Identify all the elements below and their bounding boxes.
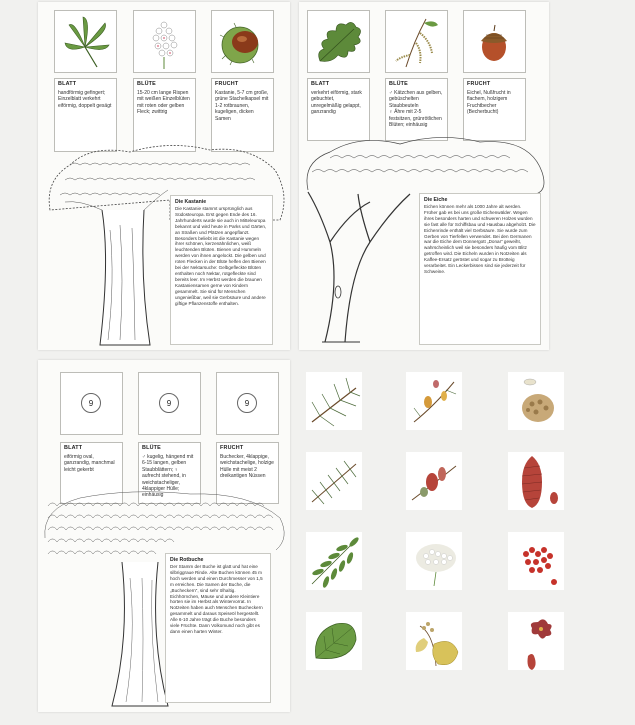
tile-beech-leaf-placeholder: [60, 372, 123, 435]
picture-tile-pine-cone-seed[interactable]: [508, 372, 564, 430]
card-heading: FRUCHT: [467, 81, 491, 87]
card-text: Buchecker, 4klappige, weichstachelige, holzige Hülle mit meist 2 dreikantigen Nüssen: [220, 454, 274, 480]
card-text-male: ♂ Kätzchen aus gelben, gebüschelten Staubbeuteln: [389, 90, 443, 109]
tile-chestnut-fruit: [211, 10, 274, 73]
tile-number: 9: [237, 393, 257, 413]
catkin-icon: [386, 11, 447, 72]
tile-number: 9: [81, 393, 101, 413]
pine-needles-icon: [306, 372, 362, 430]
card-text: Eichel, Nußfrucht in flachem, holzigem Fruchtbecher (Becherbucht): [467, 90, 511, 116]
card-text: eiförmig oval, ganzrandig, manchmal leicht gekerbt: [64, 454, 115, 473]
card-heading: BLATT: [311, 81, 330, 87]
chestnut-fruit-icon: [212, 11, 273, 72]
linden-blossom-icon: [406, 612, 462, 670]
flower-seed-icon: [508, 612, 564, 670]
card-heading: BLÜTE: [137, 81, 156, 87]
picture-tile-pine-needles[interactable]: [306, 372, 362, 430]
picture-tile-fir-branch[interactable]: [306, 452, 362, 510]
card-heading: BLÜTE: [389, 81, 408, 87]
tile-number: 9: [159, 393, 179, 413]
info-box-rotbuche: [165, 553, 271, 703]
info-title: Die Rotbuche: [170, 557, 204, 563]
tile-oak-fruit: [463, 10, 526, 73]
card-text: handförmig gefingert; Einzelblatt verkehrt eiförmig, doppelt gesägt: [58, 90, 112, 109]
card-text: 15-20 cm lange Rispen mit weißen Einzelblüten mit roten oder gelben Fleck; zwittrig: [137, 90, 190, 116]
cone-seed-icon: [508, 372, 564, 430]
blossom-icon: [134, 11, 195, 72]
chestnut-leaf-icon: [55, 11, 116, 72]
tile-beech-blossom-placeholder: [138, 372, 201, 435]
info-box-kastanie: [170, 195, 273, 345]
card-heading: FRUCHT: [215, 81, 239, 87]
picture-tile-flower-and-seed[interactable]: [508, 612, 564, 670]
tile-oak-blossom: [385, 10, 448, 73]
tile-oak-leaf: [307, 10, 370, 73]
info-text: Die Kastanie stammt ursprünglich aus Südosteuropa. Erst gegen Ende des 16. Jahrhunderts wurde sie auch in Mitteleuropa bekannt und wird heute in Parks und Gärten, an Straßen und Plätzen angepflanzt. Besonders beliebt ist die Kastanie wegen ihrer schönen, kerzenähnlichen, weiß leuchtenden Blüten. Bienen und Hummeln werden von ihnen angelockt. Die gelben und roten Flecken in der Blüte helfen den Bienen bei der Nektarsuche: Gelbgefleckte Blüten enthalten noch Nektar, rotgefleckte sind bereits leer. Im Herbst werden die braunen Kastaniensamen gerne von Kindern gesammelt. Sie sind für Menschen ungenießbar, weil sie Gerbsäure und andere giftige Pflanzenstoffe enthalten.: [175, 206, 267, 306]
card-heading: BLÜTE: [142, 445, 161, 451]
info-text: Eichen können mehr als 1000 Jahre alt werden. Früher gab es bei uns große Eichenwälder. Wegen ihres besonders harten und schweren Holzes wurden sie fast alle für Schiffsbau und Hausbau abgeholzt. Die Eichenrinde enthält viel Gerbsäure. Sie wurde zum Gerben von Tierfellen verwendet. Bei den Germanen war die Eiche dem Donnergott „Donar“ geweiht, wahrscheinlich weil sie besonders häufig vom Blitz getroffen wird. Die Eicheln wurden in Notzeiten als Kaffee-Ersatz geröstet und sogar zu Brotteig verarbeitet. Ein Leckerbissen sind sie jederzeit für Schweine.: [424, 204, 536, 274]
picture-tile-rowan-blossom[interactable]: [406, 532, 462, 590]
acorn-icon: [464, 11, 525, 72]
picture-tile-spruce-cone[interactable]: [508, 452, 564, 510]
info-text: Der Stamm der Buche ist glatt und hat eine silbriggraue Rinde. Alte Buchen können 45 m hoch werden und einen Durchmesser von 1,5 m erreichen. Die Samen der Buche, die „Bucheckern“, sind sehr ölhaltig. Eichhörnchen, Mäuse und andere Kleintiere horten sie im Herbst als Wintervorrat. In Notzeiten haben auch Menschen Bucheckern gesammelt und daraus Speiseöl hergestellt. Alle 6-10 Jahre trägt die Buche besonders viele Früchte. Dann Volkomund noch gibt es dann einen harten Winter.: [170, 564, 263, 634]
info-title: Die Eiche: [424, 197, 448, 203]
card-heading: BLATT: [64, 445, 83, 451]
info-title: Die Kastanie: [175, 199, 207, 205]
card-text-female: ♀ Ähre mit 2-5 festsitzen, grünrötlichen Blüten; einhäusig: [389, 109, 442, 129]
picture-tile-spruce-flowers[interactable]: [406, 452, 462, 510]
tile-chestnut-leaf: [54, 10, 117, 73]
picture-tile-rowan-berries[interactable]: [508, 532, 564, 590]
oak-leaf-icon: [308, 11, 369, 72]
info-box-eiche: [419, 193, 541, 345]
card-text: ♂ kugelig, hängend mit 6-15 langen, gelben Staubblättern; ♀ aufrecht stehend, in weichstacheliger, 4klappiger Hülle; einhäusig: [142, 454, 194, 499]
card-heading: FRUCHT: [220, 445, 244, 451]
spruce-cone-icon: [508, 452, 564, 510]
card-text: Kastanie, 5-7 cm große, grüne Stachelkapsel mit 1-2 rotbraunen, kugeligen, dicken Samen: [215, 90, 269, 122]
tile-beech-fruit-placeholder: [216, 372, 279, 435]
picture-tile-larch-flowers[interactable]: [406, 372, 462, 430]
rowan-blossom-icon: [406, 532, 462, 590]
rowan-berries-icon: [508, 532, 564, 590]
card-text: verkehrt eiförmig, stark gebuchtet, unregelmäßig gelappt, ganzrandig: [311, 90, 362, 116]
tile-chestnut-blossom: [133, 10, 196, 73]
fir-branch-icon: [306, 452, 362, 510]
rowan-leaf-icon: [306, 532, 362, 590]
picture-tile-beech-leaf[interactable]: [306, 612, 362, 670]
picture-tile-linden-blossom[interactable]: [406, 612, 462, 670]
beech-leaf-icon: [306, 612, 362, 670]
picture-tile-rowan-leaf[interactable]: [306, 532, 362, 590]
larch-flower-icon: [406, 372, 462, 430]
spruce-flower-icon: [406, 452, 462, 510]
card-heading: BLATT: [58, 81, 77, 87]
